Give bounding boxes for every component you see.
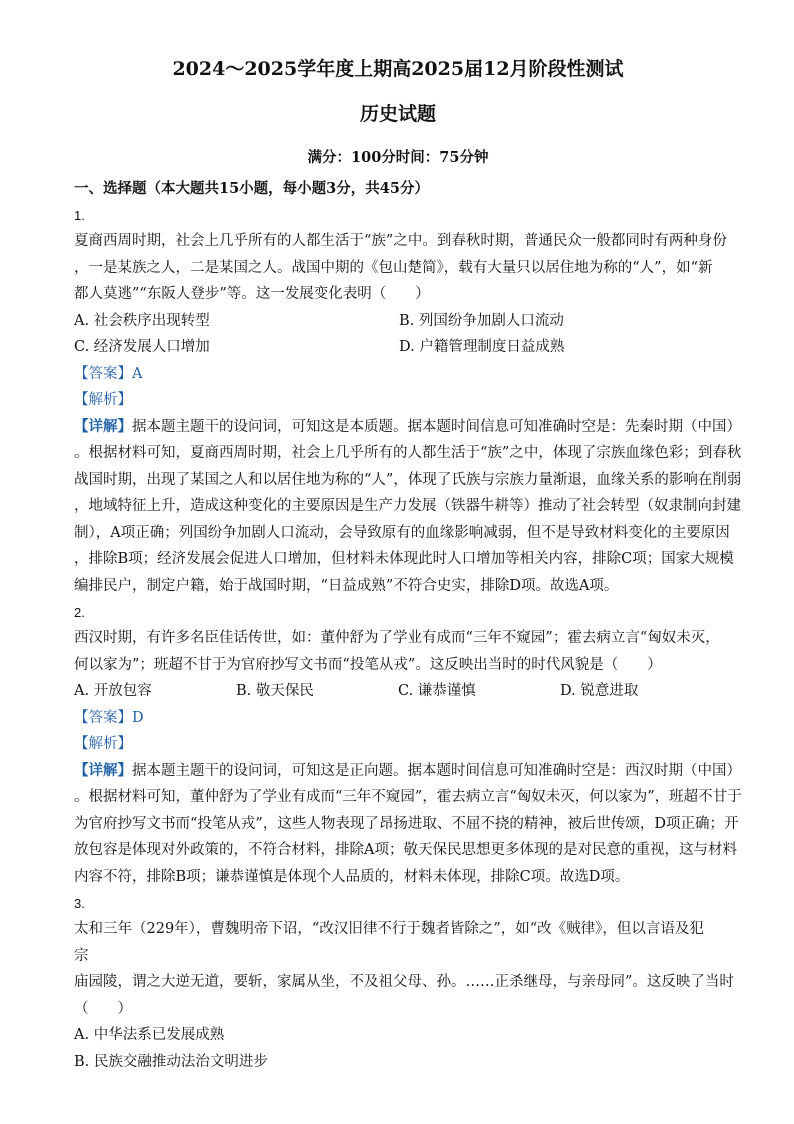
exam-subject: 历史试题	[359, 103, 436, 125]
option-b: B. 列国纷争加剧人口流动	[399, 312, 564, 329]
answer-value: A	[132, 365, 143, 382]
detail-label: 【详解】	[74, 417, 132, 435]
exam-title: 2024～2025学年度上期高2025届12月阶段性测试	[172, 58, 624, 80]
question-2	[74, 601, 742, 890]
detail-line: 。根据材料可知，董仲舒为了学业有成而“三年不窥园”，霍去病立言“匈奴未灭，何以家为”，班超不甘于	[74, 789, 742, 805]
detail-line: 制），A项正确；列国纷争加剧人口流动，会导致原有的血缘影响减弱，但不是导致材料变化的主要原因	[74, 524, 730, 541]
answer-label: 【答案】	[74, 709, 132, 726]
question-3	[74, 892, 734, 1075]
detail-line: 战国时期，出现了某国之人和以居住地为称的“人”，体现了氏族与宗族力量渐退，血缘关系的影响在削弱	[74, 471, 742, 488]
detail-line: 为官府抄写文书而“投笔从戎”，这些人物表现了昂扬进取、不屈不挠的精神，被后世传颂，D项正确；开	[74, 815, 739, 832]
question-number: 1.	[74, 208, 85, 223]
option-a: A. 开放包容	[74, 683, 152, 699]
question-stem-line: 庙园陵，谓之大逆无道，要斩，家属从坐，不及祖父母、孙。……正杀继母，与亲母同”。这反映了当时	[74, 974, 734, 990]
detail-line: ，排除B项；经济发展会促进人口增加，但材料未体现此时人口增加等相关内容，排除C项；国家大规模	[74, 551, 734, 567]
detail-label: 【详解】	[74, 761, 132, 779]
analysis-label: 【解析】	[74, 392, 132, 408]
option-a: A. 中华法系已发展成熟	[74, 1027, 225, 1043]
option-list	[74, 308, 722, 361]
option-c: C. 谦恭谨慎	[398, 683, 476, 699]
detail-line: 。根据材料可知，夏商西周时期，社会上几乎所有的人都生活于“族”之中，体现了宗族血缘色彩；到春秋	[74, 445, 742, 461]
detail-line	[74, 414, 741, 441]
question-stem-line: 都人莫逃”“东阪人登步”等。这一发展变化表明（ ）	[74, 286, 430, 302]
question-1	[74, 204, 742, 599]
question-stem-line: 夏商西周时期，社会上几乎所有的人都生活于“族”之中。到春秋时期，普通民众一般都同时有两种身份	[74, 233, 727, 249]
question-stem-line: 西汉时期，有许多名臣佳话传世，如：董仲舒为了学业有成而“三年不窥园”；霍去病立言“匈奴未灭，	[74, 630, 720, 646]
answer-line	[74, 705, 722, 732]
question-stem-line: （ ）	[74, 1000, 132, 1017]
option-d: D. 锐意进取	[560, 683, 639, 699]
analysis-label: 【解析】	[74, 736, 132, 752]
detail-line: 放包容是体现对外政策的，不符合材料，排除A项；敬天保民思想更多体现的是对民意的重视，这与材料	[74, 842, 737, 858]
answer-line	[74, 361, 722, 388]
detail-line	[74, 758, 741, 785]
detail-line: 内容不符，排除B项；谦恭谨慎是体现个人品质的，材料未体现，排除C项。故选D项。	[74, 868, 630, 885]
option-b: B. 民族交融推动法治文明进步	[74, 1053, 268, 1070]
question-stem-line: 何以家为”；班超不甘于为官府抄写文书而“投笔从戎”。这反映出当时的时代风貌是（ ）	[74, 656, 662, 673]
question-stem-line: ，一是某族之人，二是某国之人。战国中期的《包山楚简》，载有大量只以居住地为称的“人”，如“新	[74, 259, 713, 276]
option-c: C. 经济发展人口增加	[74, 339, 210, 355]
option-d: D. 户籍管理制度日益成熟	[399, 339, 565, 355]
option-a: A. 社会秩序出现转型	[74, 312, 210, 329]
answer-label: 【答案】	[74, 365, 132, 382]
detail-text: 据本题主题干的设问词，可知这是正向题。据本题时间信息可知准确时空是：西汉时期（中国）	[132, 762, 741, 779]
option-list	[74, 678, 722, 705]
option-b: B. 敬天保民	[236, 683, 314, 699]
exam-meta: 满分：100分时间：75分钟	[307, 149, 489, 166]
answer-value: D	[132, 709, 144, 726]
section-heading: 一、选择题（本大题共15小题，每小题3分，共45分）	[74, 180, 429, 197]
question-number: 2.	[74, 605, 85, 620]
detail-line: 编排民户，制定户籍，始于战国时期，“日益成熟”不符合史实，排除D项。故选A项。	[74, 577, 619, 594]
question-stem-line: 太和三年（229年），曹魏明帝下诏，“改汉旧律不行于魏者皆除之”，如“改《贼律》，但以言语及犯	[74, 921, 704, 937]
question-number: 3.	[74, 896, 85, 911]
question-stem-line: 宗	[74, 947, 89, 964]
detail-text: 据本题主题干的设问词，可知这是本质题。据本题时间信息可知准确时空是：先秦时期（中国）	[132, 418, 741, 435]
detail-line: ，地域特征上升，造成这种变化的主要原因是生产力发展（铁器牛耕等）推动了社会转型（奴隶制向封建	[74, 498, 741, 514]
